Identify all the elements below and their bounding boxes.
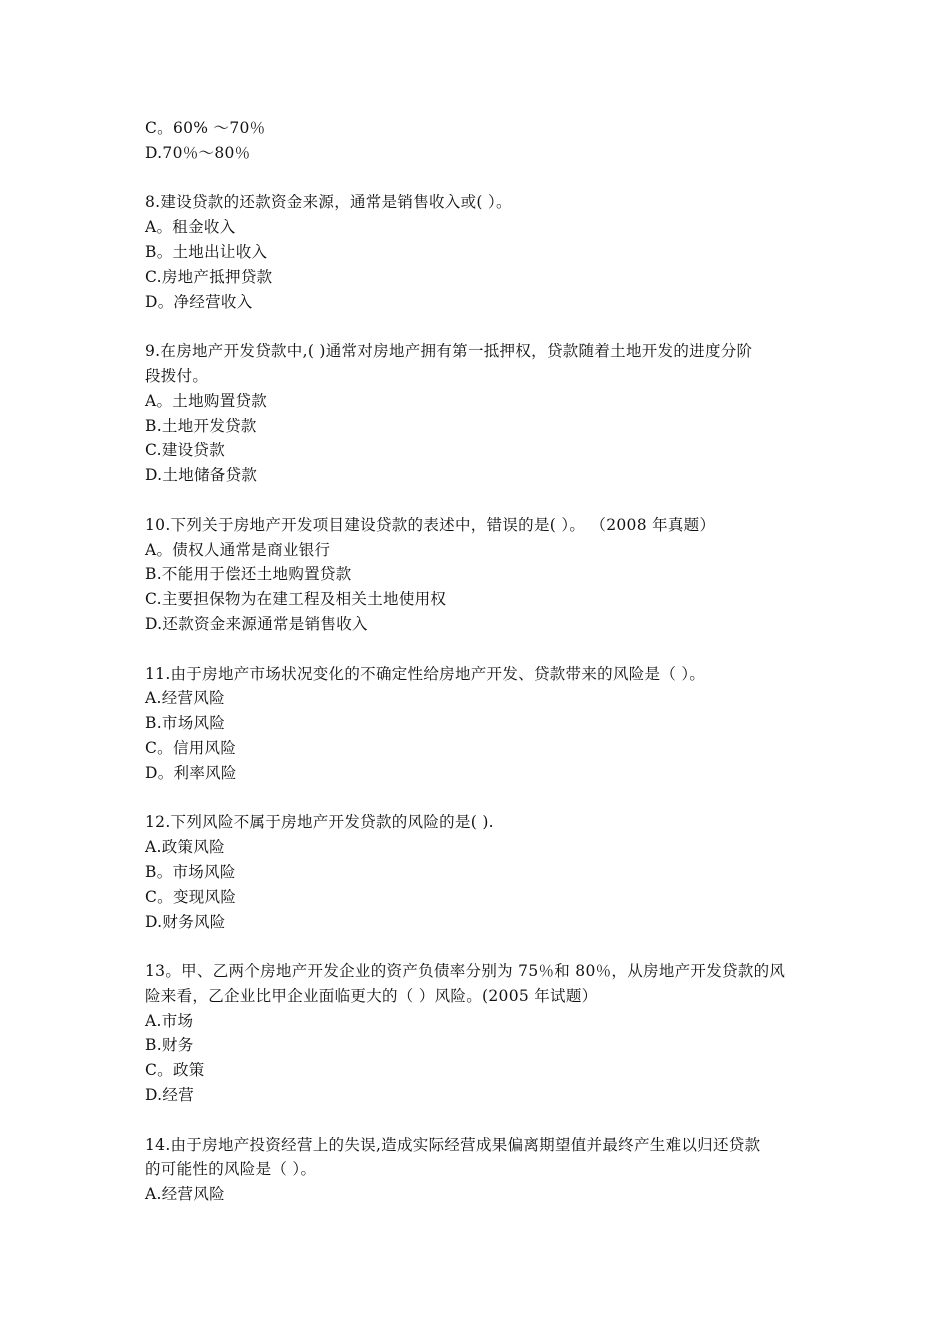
question-11	[145, 662, 825, 786]
question-9	[145, 339, 825, 488]
option-b: B.财务	[145, 1036, 194, 1055]
option-a: A.经营风险	[145, 1185, 225, 1204]
option-d: D.土地储备贷款	[145, 466, 258, 485]
question-stem-line-1: 14.由于房地产投资经营上的失误,造成实际经营成果偏离期望值并最终产生难以归还贷款	[145, 1135, 761, 1154]
option-c: C。政策	[145, 1061, 205, 1080]
question-12	[145, 810, 825, 934]
option-d: D.还款资金来源通常是销售收入	[145, 614, 368, 633]
option-c: C.主要担保物为在建工程及相关土地使用权	[145, 590, 447, 609]
option-c: C。信用风险	[145, 738, 237, 757]
question-stem-line-2: 的可能性的风险是（ ）。	[145, 1160, 317, 1179]
option-b: B.土地开发贷款	[145, 416, 257, 435]
option-c: C.房地产抵押贷款	[145, 267, 273, 286]
question-13	[145, 959, 825, 1108]
option-a: A.经营风险	[145, 689, 225, 708]
option-d: D.70％～80％	[145, 143, 251, 162]
option-d: D。利率风险	[145, 763, 237, 782]
question-stem: 8.建设贷款的还款资金来源，通常是销售收入或( ）。	[145, 193, 512, 212]
question-8	[145, 190, 825, 314]
option-a: A.市场	[145, 1011, 194, 1030]
option-c: C。60% ～70％	[145, 119, 266, 137]
option-c: C。变现风险	[145, 887, 237, 906]
option-d: D.财务风险	[145, 912, 226, 931]
question-stem-line-2: 段拨付。	[145, 366, 209, 385]
question-stem-line-2: 险来看，乙企业比甲企业面临更大的（ ）风险。(2005 年试题）	[145, 986, 598, 1005]
question-14	[145, 1133, 825, 1207]
question-stem: 11.由于房地产市场状况变化的不确定性给房地产开发、贷款带来的风险是（ ）。	[145, 664, 706, 683]
question-10	[145, 513, 825, 637]
option-a: A。租金收入	[145, 218, 236, 237]
question-stem-line-1: 13。甲、乙两个房地产开发企业的资产负债率分别为 75％和 80％，从房地产开发贷款的风	[145, 962, 786, 981]
document-page	[145, 116, 825, 1207]
option-d: D.经营	[145, 1086, 195, 1105]
option-b: B。市场风险	[145, 862, 236, 881]
question-stem: 10.下列关于房地产开发项目建设贷款的表述中，错误的是( ）。 （2008 年真题）	[145, 515, 716, 534]
option-c: C.建设贷款	[145, 441, 226, 460]
question-stem: 12.下列风险不属于房地产开发贷款的风险的是( ).	[145, 813, 494, 832]
option-b: B。土地出让收入	[145, 242, 268, 261]
option-b: B.不能用于偿还土地购置贷款	[145, 565, 352, 584]
option-d: D。净经营收入	[145, 292, 253, 311]
option-b: B.市场风险	[145, 714, 226, 733]
option-a: A。债权人通常是商业银行	[145, 540, 331, 559]
question-7-options-tail	[145, 116, 825, 166]
option-a: A。土地购置贷款	[145, 391, 268, 410]
option-a: A.政策风险	[145, 838, 225, 857]
question-stem-line-1: 9.在房地产开发贷款中,( )通常对房地产拥有第一抵押权，贷款随着土地开发的进度分阶	[145, 342, 753, 361]
